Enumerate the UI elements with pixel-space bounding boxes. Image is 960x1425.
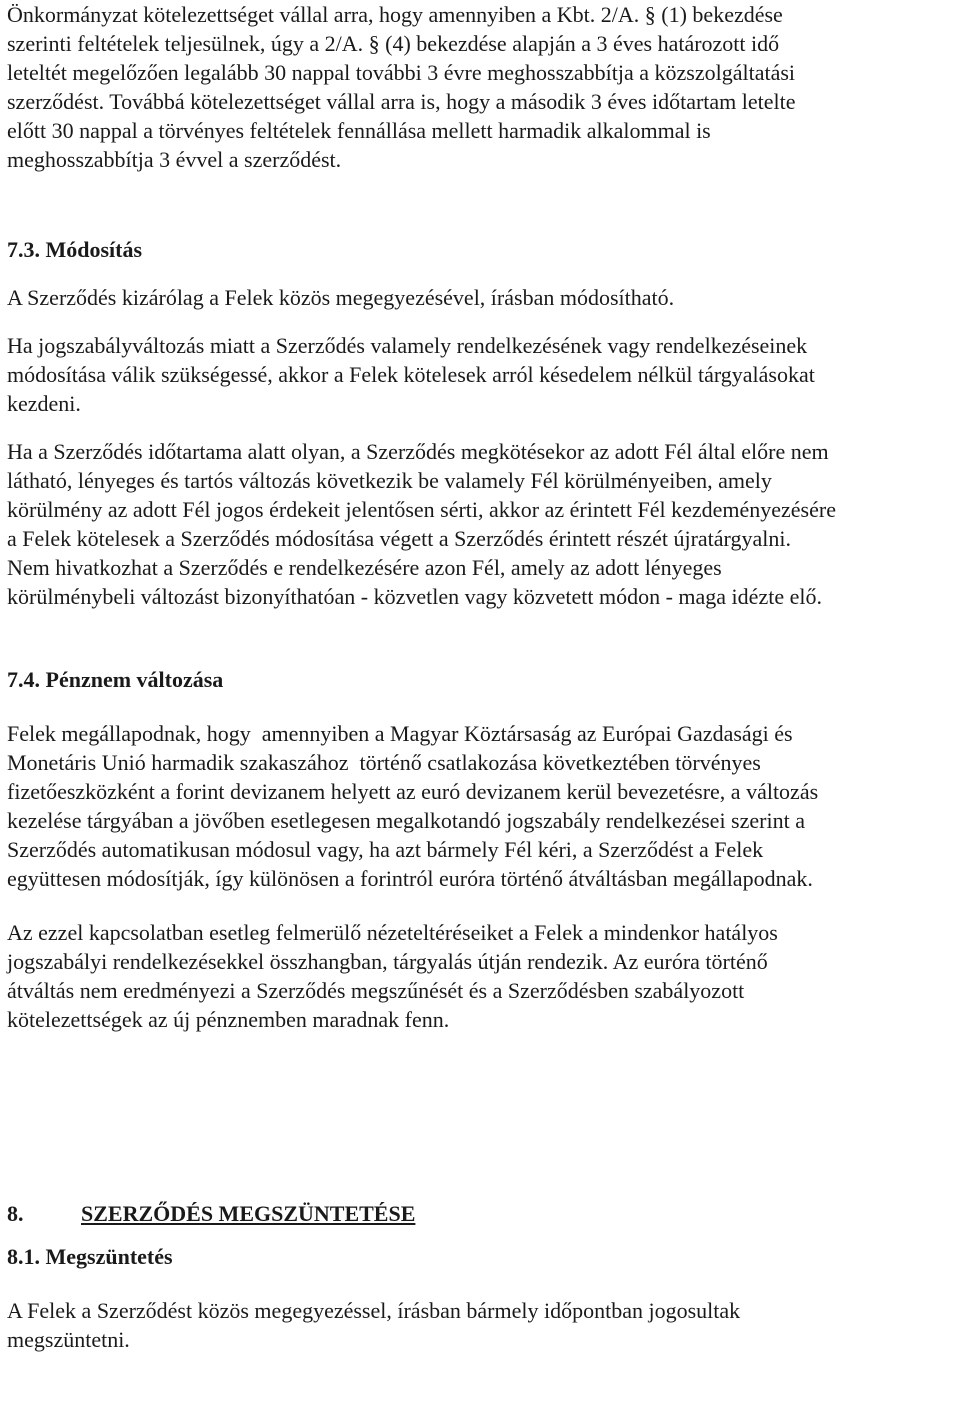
section-7-3-paragraph: Ha jogszabályváltozás miatt a Szerződés valamely rendelkezésének vagy rendelkezéseinek módosítása válik szükségessé, akkor a Felek kötelesek arról késedelem nélkül tárgyalásokat kezdeni.	[7, 333, 815, 416]
section-7-4-heading: 7.4. Pénznem változása	[7, 667, 224, 692]
document-page	[7, 0, 957, 1354]
section-7-3-heading: 7.3. Módosítás	[7, 237, 143, 262]
section-7-3-paragraph: A Szerződés kizárólag a Felek közös megegyezésével, írásban módosítható.	[7, 285, 675, 310]
section-8-heading	[7, 1199, 957, 1228]
section-8-title: SZERZŐDÉS MEGSZÜNTETÉSE	[81, 1201, 416, 1226]
section-8-number: 8.	[7, 1201, 24, 1226]
section-7-4-paragraph: Felek megállapodnak, hogy amennyiben a Magyar Köztársaság az Európai Gazdasági és Monetáris Unió harmadik szakaszához történő csatlakozása következtében törvényes fizetőeszközként a forint devizanem helyett az euró devizanem kerül bevezetésre, a változás kezelése tárgyában a jövőben esetlegesen megalkotandó jogszabály rendelkezései szerint a Szerződés automatikusan módosul vagy, ha azt bármely Fél kéri, a Szerződést a Felek együttesen módosítják, így különösen a forintról euróra történő átváltásban megállapodnak.	[7, 721, 819, 891]
section-7-4-paragraph: Az ezzel kapcsolatban esetleg felmerülő nézeteltéréseiket a Felek a mindenkor hatályos jogszabályi rendelkezésekkel összhangban, tárgyalás útján rendezik. Az euróra történő átváltás nem eredményezi a Szerződés megszűnését és a Szerződésben szabályozott kötelezettségek az új pénznemben maradnak fenn.	[7, 920, 778, 1032]
section-8-1-heading: 8.1. Megszüntetés	[7, 1244, 173, 1269]
section-8-1-paragraph: A Felek a Szerződést közös megegyezéssel, írásban bármely időpontban jogosultak megszüntetni.	[7, 1298, 741, 1352]
section-7-3-paragraph: Ha a Szerződés időtartama alatt olyan, a Szerződés megkötésekor az adott Fél által előre nem látható, lényeges és tartós változás következik be valamely Fél körülményeiben, amely körülmény az adott Fél jogos érdekeit jelentősen sérti, akkor az érintett Fél kezdeményezésére a Felek kötelesek a Szerződés módosítása végett a Szerződés érintett részét újratárgyalni. Nem hivatkozhat a Szerződés e rendelkezésére azon Fél, amely az adott lényeges körülménybeli változást bizonyíthatóan - közvetlen vagy közvetett módon - maga idézte elő.	[7, 439, 836, 609]
intro-paragraph: Önkormányzat kötelezettséget vállal arra, hogy amennyiben a Kbt. 2/A. § (1) bekezdése szerinti feltételek teljesülnek, úgy a 2/A. § (4) bekezdése alapján a 3 éves határozott idő leteltét megelőzően legalább 30 nappal további 3 évre meghosszabbítja a közszolgáltatási szerződést. Továbbá kötelezettséget vállal arra is, hogy a második 3 éves időtartam letelte előtt 30 nappal a törvényes feltételek fennállása mellett harmadik alkalommal is meghosszabbítja 3 évvel a szerződést.	[7, 2, 796, 172]
